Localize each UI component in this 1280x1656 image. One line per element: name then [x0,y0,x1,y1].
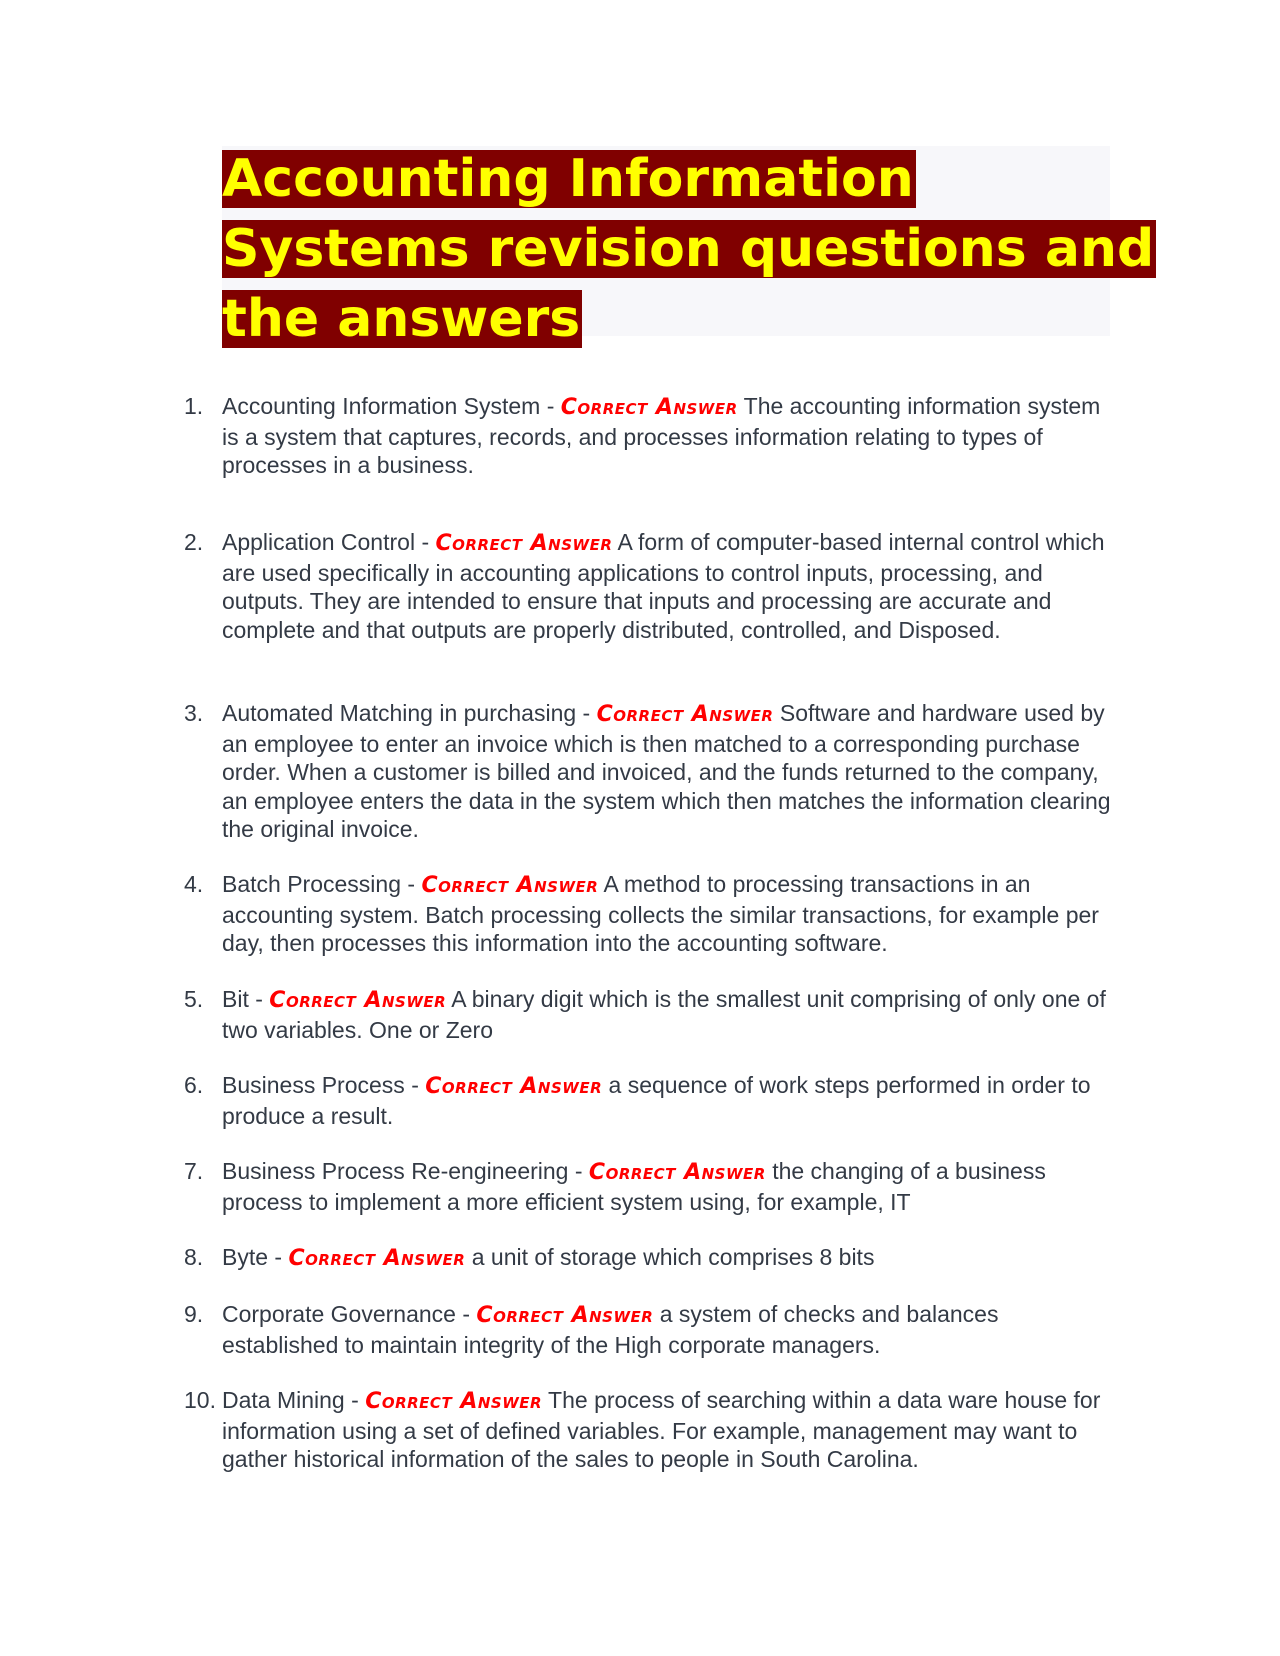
item-term: Bit [222,986,249,1012]
item-term: Corporate Governance [222,1301,456,1327]
list-item [184,1300,1112,1359]
correct-answer-badge: Correct Answer [365,1389,543,1414]
document-title [222,146,1155,356]
item-term: Business Process [222,1072,405,1098]
item-answer: the changing of a business process to implement a more efficient system using, for example, IT [222,1158,1046,1215]
item-number: 4. [184,871,204,897]
list-item [184,1071,1112,1130]
item-answer: The process of searching within a data ware house for information using a set of defined variables. For example, management may want to gather historical information of the sales to people in South Carolina. [222,1387,1101,1472]
list-item [184,870,1112,958]
item-separator: - [540,393,561,419]
item-separator: - [344,1387,366,1413]
item-answer: a sequence of work steps performed in order to produce a result. [222,1072,1091,1129]
item-answer: Software and hardware used by an employee to enter an invoice which is then matched to a corresponding purchase order. When a customer is billed and invoiced, and the funds returned to the company, an employee enters the data in the system which then matches the information clearing the original invoice. [222,700,1111,842]
item-number: 1. [184,393,204,419]
item-number: 5. [184,986,204,1012]
title-block [222,146,1155,349]
correct-answer-badge: Correct Answer [288,1246,466,1271]
item-term: Data Mining [222,1387,345,1413]
item-number: 10. [184,1387,216,1413]
item-answer: A method to processing transactions in an accounting system. Batch processing collects the similar transactions, for example per day, then processes this information into the accounting software. [222,871,1099,956]
item-number: 9. [184,1301,204,1327]
correct-answer-badge: Correct Answer [560,395,738,420]
item-number: 6. [184,1072,204,1098]
correct-answer-badge: Correct Answer [421,873,599,898]
list-item [184,699,1112,844]
item-answer: a system of checks and balances established to maintain integrity of the High corporate managers. [222,1301,999,1358]
item-answer: A binary digit which is the smallest unit comprising of only one of two variables. One or Zero [222,986,1106,1043]
list-item [184,528,1112,644]
item-separator: - [248,986,270,1012]
title-line: the answers [222,289,581,349]
item-number: 3. [184,700,204,726]
item-answer: a unit of storage which comprises 8 bits [471,1244,875,1270]
item-separator: - [568,1158,589,1184]
correct-answer-badge: Correct Answer [596,702,774,727]
item-separator: - [576,700,597,726]
item-answer: The accounting information system is a system that captures, records, and processes information relating to types of processes in a business. [222,393,1101,478]
item-separator: - [268,1244,289,1270]
item-term: Application Control [222,529,416,555]
list-item [184,392,1112,480]
correct-answer-badge: Correct Answer [425,1074,603,1099]
item-separator: - [400,871,422,897]
item-separator: - [455,1301,477,1327]
item-separator: - [415,529,436,555]
list-item [184,1386,1112,1474]
item-number: 2. [184,529,204,555]
correct-answer-badge: Correct Answer [476,1303,654,1328]
item-term: Automated Matching in purchasing [222,700,577,726]
title-line: Systems revision questions and [222,219,1155,279]
list-item [184,1157,1112,1216]
item-answer: A form of computer-based internal control which are used specifically in accounting applications to control inputs, processing, and outputs. They are intended to ensure that inputs and processing are accurate and complete and that outputs are properly distributed, controlled, and Disposed. [222,529,1105,643]
correct-answer-badge: Correct Answer [435,531,613,556]
item-term: Batch Processing [222,871,401,897]
item-term: Business Process Re-engineering [222,1158,569,1184]
item-number: 8. [184,1244,204,1270]
title-line: Accounting Information [222,149,914,209]
item-number: 7. [184,1158,204,1184]
list-item [184,985,1112,1044]
correct-answer-badge: Correct Answer [269,988,447,1013]
item-term: Accounting Information System [222,393,541,419]
item-separator: - [404,1072,426,1098]
correct-answer-badge: Correct Answer [588,1160,766,1185]
item-term: Byte [222,1244,269,1270]
list-item [184,1243,1112,1274]
